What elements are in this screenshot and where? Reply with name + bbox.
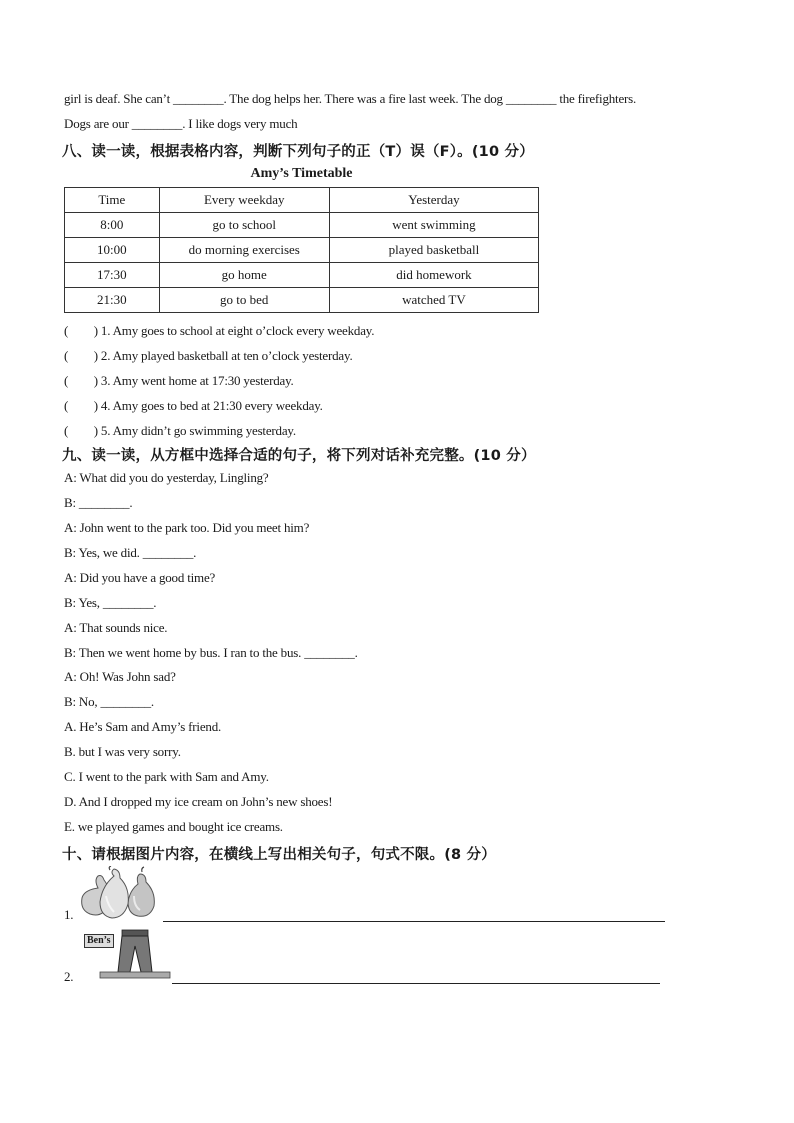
intro-line-1: girl is deaf. She can’t ________. The dog helps her. There was a fire last week. The dog ________ the firefighters. bbox=[64, 91, 637, 106]
option-d: D. And I dropped my ice cream on John’s new shoes! bbox=[64, 794, 333, 809]
table-cell: played basketball bbox=[329, 238, 538, 263]
answer-line-1[interactable] bbox=[163, 921, 665, 922]
tf-item-5: ( ) 5. Amy didn’t go swimming yesterday. bbox=[64, 423, 296, 438]
option-e: E. we played games and bought ice creams. bbox=[64, 819, 283, 834]
table-cell: 17:30 bbox=[65, 263, 160, 288]
table-cell: go home bbox=[159, 263, 329, 288]
dialogue-line: B: Yes, we did. ________. bbox=[64, 545, 197, 560]
table-row bbox=[65, 263, 539, 288]
dialogue-line: B: Yes, ________. bbox=[64, 595, 157, 610]
table-cell: watched TV bbox=[329, 288, 538, 313]
answer-line-2[interactable] bbox=[172, 983, 660, 984]
table-header-cell: Every weekday bbox=[159, 188, 329, 213]
tf-item-2: ( ) 2. Amy played basketball at ten o’clock yesterday. bbox=[64, 348, 353, 363]
section-9-heading: 九、读一读，从方框中选择合适的句子，将下列对话补充完整。(10 分） bbox=[62, 448, 536, 464]
table-row bbox=[65, 288, 539, 313]
dialogue-line: B: Then we went home by bus. I ran to the bus. ________. bbox=[64, 645, 358, 660]
dialogue-line: A: Oh! Was John sad? bbox=[64, 669, 176, 684]
timetable-title: Amy’s Timetable bbox=[250, 166, 353, 181]
dialogue-line: A: Did you have a good time? bbox=[64, 570, 216, 585]
pants-label: Ben’s bbox=[84, 934, 114, 948]
table-cell: do morning exercises bbox=[159, 238, 329, 263]
table-cell: 8:00 bbox=[65, 213, 160, 238]
table-cell: did homework bbox=[329, 263, 538, 288]
dialogue-line: B: ________. bbox=[64, 495, 133, 510]
table-cell: 10:00 bbox=[65, 238, 160, 263]
question-1-number: 1. bbox=[64, 907, 74, 922]
section-10-heading: 十、请根据图片内容，在横线上写出相关句子，句式不限。(8 分） bbox=[62, 847, 496, 863]
dialogue-line: A: John went to the park too. Did you meet him? bbox=[64, 520, 310, 535]
question-2-number: 2. bbox=[64, 969, 74, 984]
table-cell: go to bed bbox=[159, 288, 329, 313]
table-row bbox=[65, 213, 539, 238]
tf-item-3: ( ) 3. Amy went home at 17:30 yesterday. bbox=[64, 373, 294, 388]
table-cell: go to school bbox=[159, 213, 329, 238]
table-cell: went swimming bbox=[329, 213, 538, 238]
table-cell: 21:30 bbox=[65, 288, 160, 313]
tf-item-4: ( ) 4. Amy goes to bed at 21:30 every weekday. bbox=[64, 398, 323, 413]
trousers-icon bbox=[96, 928, 172, 980]
dialogue-line: A: What did you do yesterday, Lingling? bbox=[64, 470, 269, 485]
pears-icon bbox=[78, 866, 164, 922]
option-c: C. I went to the park with Sam and Amy. bbox=[64, 769, 269, 784]
table-header-row bbox=[65, 188, 539, 213]
dialogue-line: A: That sounds nice. bbox=[64, 620, 168, 635]
tf-item-1: ( ) 1. Amy goes to school at eight o’clock every weekday. bbox=[64, 323, 375, 338]
table-row bbox=[65, 238, 539, 263]
intro-line-2: Dogs are our ________. I like dogs very much bbox=[64, 116, 298, 131]
dialogue-line: B: No, ________. bbox=[64, 694, 154, 709]
table-header-cell: Yesterday bbox=[329, 188, 538, 213]
section-8-heading: 八、读一读，根据表格内容，判断下列句子的正（T）误（F）。(10 分） bbox=[62, 144, 534, 160]
timetable bbox=[64, 187, 539, 313]
option-a: A. He’s Sam and Amy’s friend. bbox=[64, 719, 222, 734]
table-header-cell: Time bbox=[65, 188, 160, 213]
option-b: B. but I was very sorry. bbox=[64, 744, 181, 759]
